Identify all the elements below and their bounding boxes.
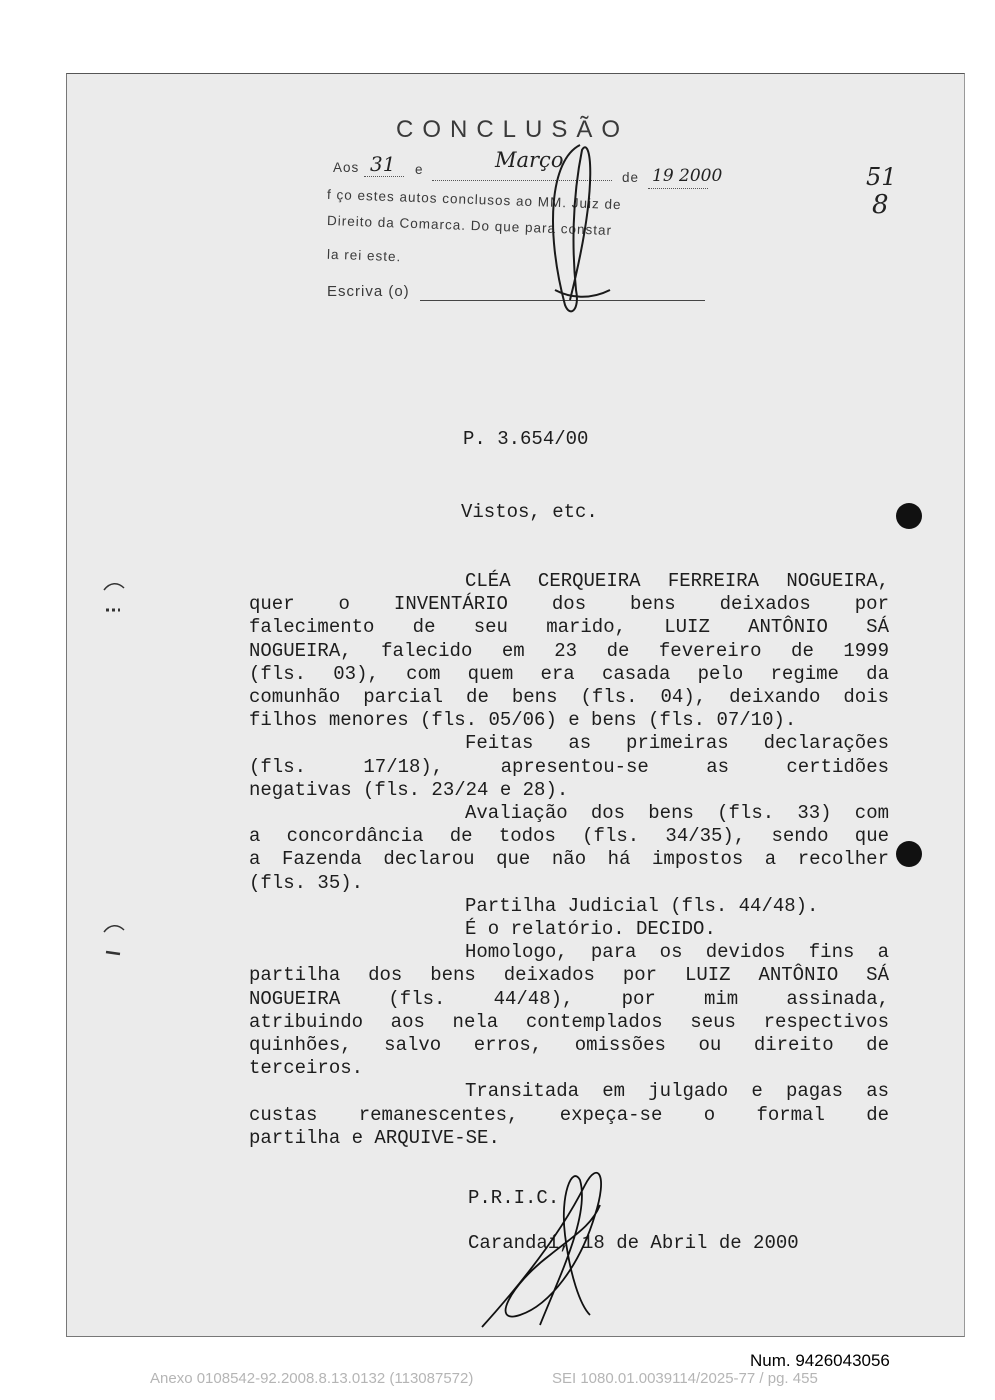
body-line: Partilha Judicial (fls. 44/48). (465, 894, 819, 917)
body-line: NOGUEIRA (fls. 44/48), por mim assinada, (249, 987, 889, 1010)
pric-line: P.R.I.C. (468, 1187, 560, 1209)
margin-note-bottom: 8 (872, 190, 889, 220)
stamp-title: CONCLUSÃO (396, 116, 630, 143)
body-line: Homologo, para os devidos fins a (465, 941, 889, 964)
body-line: (fls. 03), com quem era casada pelo regime da (249, 662, 889, 685)
body-line: quer o INVENTÁRIO dos bens deixados por (249, 593, 889, 616)
stamp-aos-day: 31 (370, 152, 396, 176)
body-line: (fls. 35). (249, 871, 364, 894)
body-line: Feitas as primeiras declarações (465, 732, 889, 755)
body-line: a Fazenda declarou que não há impostos a recolher (249, 848, 889, 871)
body-line: Transitada em julgado e pagas as (465, 1080, 889, 1103)
stamp-escriva-label: Escriva (o) (327, 283, 410, 300)
annex-reference: Anexo 0108542-92.2008.8.13.0132 (113087572) (150, 1370, 474, 1387)
body-line: CLÉA CERQUEIRA FERREIRA NOGUEIRA, (465, 570, 889, 592)
margin-mark (100, 920, 130, 960)
body-line: terceiros. (249, 1057, 364, 1080)
margin-mark (100, 578, 130, 618)
body-line: atribuindo aos nela contemplados seus respectivos (249, 1010, 889, 1033)
stamp-line-2: Direito da Comarca. Do que para constar (326, 213, 613, 238)
body-line: (fls. 17/18), apresentou-se as certidões (249, 755, 889, 778)
body-line: a concordância de todos (fls. 34/35), sendo que (249, 825, 889, 848)
body-line: NOGUEIRA, falecido em 23 de fevereiro de 1999 (249, 639, 889, 662)
document-number: Num. 9426043056 (750, 1351, 890, 1370)
stamp-dotted-line (648, 188, 708, 189)
stamp-de-label: de (622, 170, 640, 185)
body-line: custas remanescentes, expeça-se o formal de (249, 1103, 889, 1126)
margin-note-top: 51 (866, 163, 897, 191)
sei-reference: SEI 1080.01.0039114/2025-77 / pg. 455 (552, 1370, 818, 1387)
body-line: partilha dos bens deixados por LUIZ ANTÔNIO SÁ (249, 964, 889, 987)
stamp-line-1: f ço estes autos conclusos ao MM. Juiz de (326, 186, 622, 213)
body-line: É o relatório. DECIDO. (465, 918, 716, 940)
stamp-line-3: la rei este. (326, 246, 402, 265)
place-date-line: Carandaí, 18 de Abril de 2000 (468, 1232, 799, 1254)
body-line: comunhão parcial de bens (fls. 04), deixando dois (249, 686, 889, 708)
punch-hole (894, 501, 924, 531)
stamp-dotted-line (364, 176, 404, 177)
body-line: filhos menores (fls. 05/06) e bens (fls. 07/10). (249, 709, 797, 732)
process-number: P. 3.654/00 (463, 428, 589, 450)
body-line: Avaliação dos bens (fls. 33) com (465, 802, 889, 824)
body-line: falecimento de seu marido, LUIZ ANTÔNIO SÁ (249, 616, 889, 639)
stamp-aos-label: Aos (333, 160, 360, 175)
vistos-line: Vistos, etc. (461, 501, 598, 523)
stamp-month: Março (495, 148, 564, 172)
stamp-year: 19 2000 (652, 166, 723, 186)
judge-signature (480, 1165, 620, 1330)
body-line: quinhões, salvo erros, omissões ou direito de (249, 1034, 889, 1056)
body-line: partilha e ARQUIVE-SE. (249, 1126, 500, 1149)
stamp-signature (540, 140, 620, 320)
body-line: negativas (fls. 23/24 e 28). (249, 778, 569, 801)
stamp-e-label: e (415, 162, 424, 177)
punch-hole (894, 839, 924, 869)
